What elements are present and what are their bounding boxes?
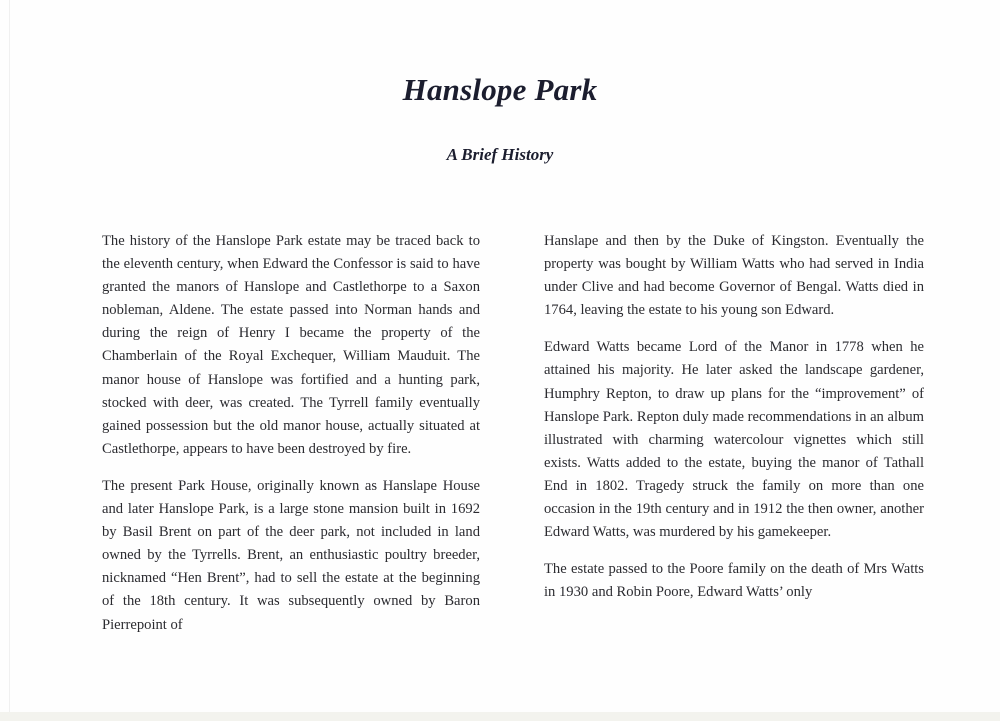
scan-bottom-edge bbox=[0, 712, 1000, 721]
page-subtitle: A Brief History bbox=[446, 145, 554, 164]
text-column-left bbox=[102, 230, 480, 651]
paragraph: The present Park House, originally known as Hanslape House and later Hanslope Park, is a large stone mansion built in 1692 by Basil Brent on part of the deer park, not included in land owned by the Tyrrells. Brent, an enthusiastic poultry breeder, nicknamed “Hen Brent”, had to sell the estate at the beginning of the 18th century. It was subsequently owned by Baron Pierrepoint of bbox=[102, 477, 480, 633]
paragraph: Hanslape and then by the Duke of Kingston. Eventually the property was bought by William Watts who had served in India under Clive and had become Governor of Bengal. Watts died in 1764, leaving the estate to his young son Edward. bbox=[544, 233, 924, 319]
text-column-right bbox=[544, 230, 924, 618]
paragraph: The estate passed to the Poore family on the death of Mrs Watts in 1930 and Robin Poore, Edward Watts’ only bbox=[544, 561, 924, 601]
paragraph: The history of the Hanslope Park estate may be traced back to the eleventh century, when Edward the Confessor is said to have granted the manors of Hanslope and Castlethorpe to a Saxon nobleman, Aldene. The estate passed into Norman hands and during the reign of Henry I became the property of the Chamberlain of the Royal Exchequer, William Mauduit. The manor house of Hanslope was fortified and a hunting park, stocked with deer, was created. The Tyrrell family eventually gained possession but the old manor house, actually situated at Castlethorpe, appears to have been destroyed by fire. bbox=[102, 233, 480, 457]
page-title: Hanslope Park bbox=[402, 72, 598, 107]
paragraph: Edward Watts became Lord of the Manor in 1778 when he attained his majority. He later asked the landscape gardener, Humphry Repton, to draw up plans for the “improvement” of Hanslope Park. Repton duly made recommendations in an album illustrated with charming watercolour vignettes which still exists. Watts added to the estate, buying the manor of Tathall End in 1802. Tragedy struck the family on more than one occasion in the 19th century and in 1912 the then owner, another Edward Watts, was murdered by his gamekeeper. bbox=[544, 339, 924, 541]
